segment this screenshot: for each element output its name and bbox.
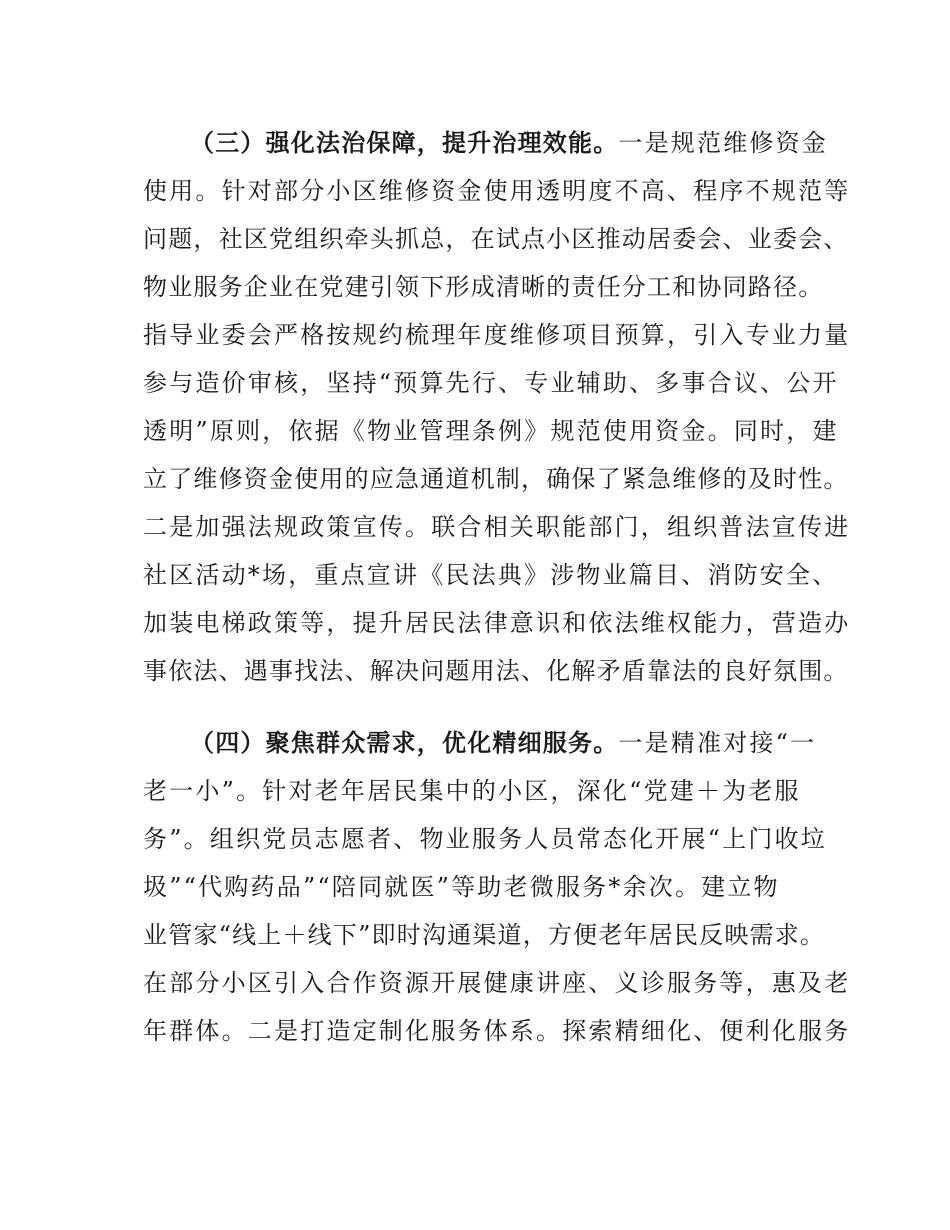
section3-line-7: 立了维修资金使用的应急通道机制，确保了紧急维修的及时性。 <box>143 465 849 493</box>
section4-line-1: 老一小”。针对老年居民集中的小区，深化“党建＋为老服 <box>143 777 801 805</box>
section3-heading: （三）强化法治保障，提升治理效能。 <box>190 129 619 157</box>
section3-line-9: 社区活动*场，重点宣讲《民法典》涉物业篇目、消防安全、 <box>143 561 839 589</box>
section3-line-11: 事依法、遇事找法、解决问题用法、化解矛盾靠法的良好氛围。 <box>143 657 849 685</box>
section3-first-line <box>190 128 828 158</box>
section3-line-0: 一是规范维修资金 <box>618 129 829 157</box>
section3-line-3: 物业服务企业在党建引领下形成清晰的责任分工和协同路径。 <box>143 273 824 301</box>
section4-line-3: 圾”“代购药品”“陪同就医”等助老微服务*余次。建立物 <box>143 873 780 901</box>
section3-line-1: 使用。针对部分小区维修资金使用透明度不高、程序不规范等 <box>143 177 851 205</box>
section4-line-6: 年群体。二是打造定制化服务体系。探索精细化、便利化服务 <box>143 1017 851 1045</box>
section4-line-0: 一是精准对接“一 <box>618 729 817 757</box>
section4-heading: （四）聚焦群众需求，优化精细服务。 <box>190 729 619 757</box>
section3-line-2: 问题，社区党组织牵头抓总，在试点小区推动居委会、业委会、 <box>143 225 849 253</box>
section3-line-6: 透明”原则，依据《物业管理条例》规范使用资金。同时，建 <box>143 417 839 445</box>
section3-line-5: 参与造价审核，坚持“预算先行、专业辅助、多事合议、公开 <box>143 369 839 397</box>
section4-line-5: 在部分小区引入合作资源开展健康讲座、义诊服务等，惠及老 <box>143 969 851 997</box>
section4-line-4: 业管家“线上＋线下”即时沟通渠道，方便老年居民反映需求。 <box>143 921 826 949</box>
section3-line-8: 二是加强法规政策宣传。联合相关职能部门，组织普法宣传进 <box>143 513 851 541</box>
section4-line-2: 务”。组织党员志愿者、物业服务人员常态化开展“上门收垃 <box>143 825 827 853</box>
section4-first-line <box>190 728 816 758</box>
section3-line-10: 加装电梯政策等，提升居民法律意识和依法维权能力，营造办 <box>143 609 851 637</box>
section3-line-4: 指导业委会严格按规约梳理年度维修项目预算，引入专业力量 <box>143 321 851 349</box>
